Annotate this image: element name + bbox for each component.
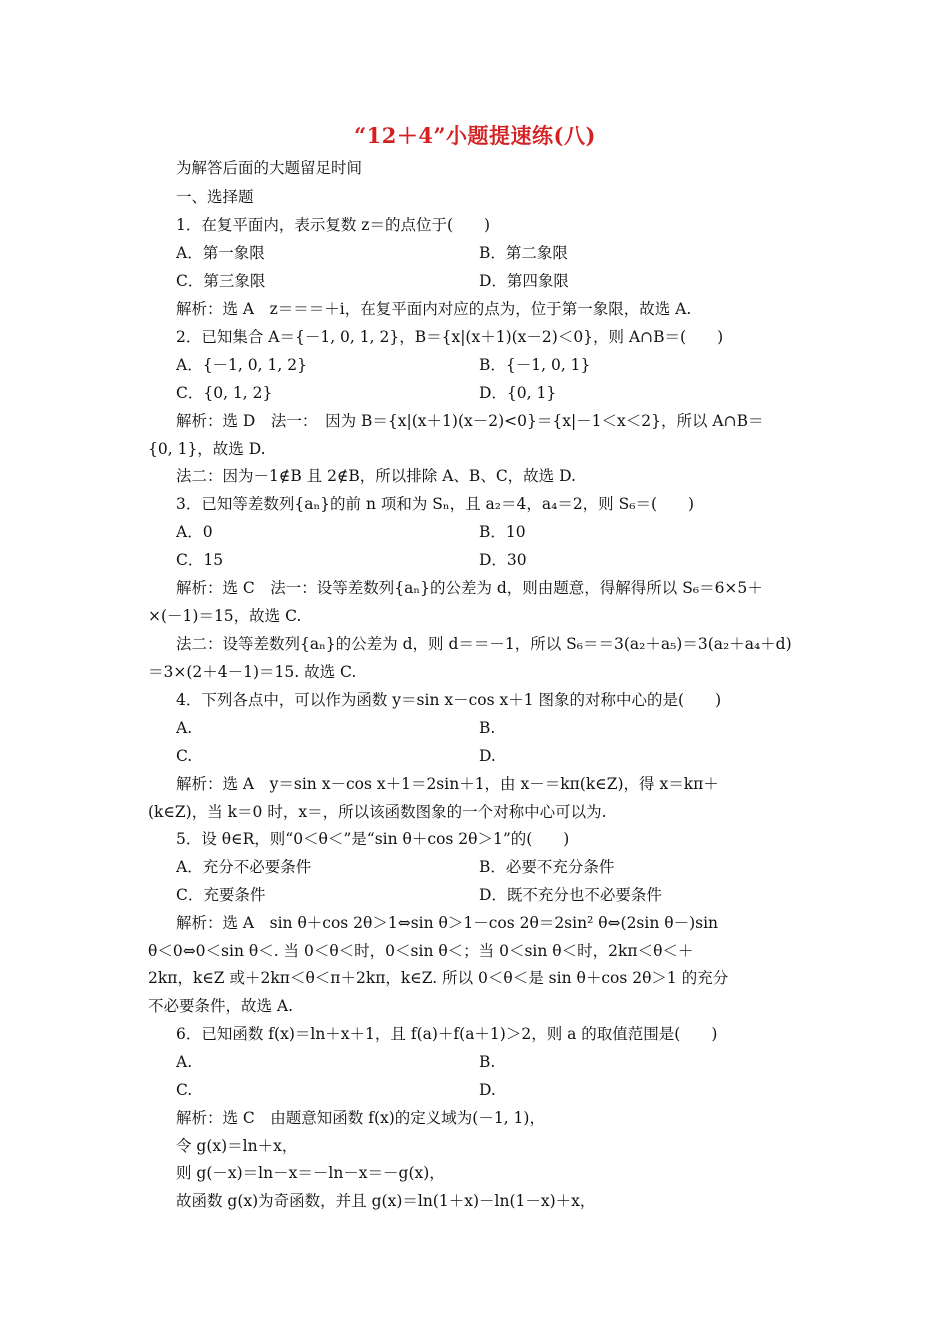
solution-line: 令 g(x)＝ln＋x，: [176, 1137, 298, 1155]
question-6: 6．已知函数 f(x)＝ln＋x＋1，且 f(a)＋f(a＋1)＞2，则 a 的取值范围是( ): [176, 1025, 718, 1043]
solution-line: 故函数 g(x)为奇函数，并且 g(x)＝ln(1＋x)－ln(1－x)＋x，: [176, 1192, 596, 1210]
option-b: B．第二象限: [479, 244, 568, 262]
option-b: B．{－1, 0, 1}: [479, 356, 591, 374]
question-5: 5．设 θ∈R，则“0＜θ＜”是“sin θ＋cos 2θ＞1”的( ): [176, 830, 570, 848]
option-a: A．0: [176, 523, 213, 541]
option-d: D．第四象限: [479, 272, 569, 290]
solution-line: θ＜0⇔0＜sin θ＜. 当 0＜θ＜时，0＜sin θ＜；当 0＜sin θ＜时，2kπ＜θ＜＋: [148, 942, 694, 960]
solution-line: 解析：选 A y＝sin x－cos x＋1＝2sin＋1，由 x－＝kπ(k∈Z)，得 x＝kπ＋: [176, 775, 719, 793]
option-c: C．充要条件: [176, 886, 266, 904]
option-c: C.: [176, 747, 193, 765]
solution-line: ×(－1)＝15，故选 C.: [148, 607, 302, 625]
option-d: D.: [479, 747, 496, 765]
option-a: A.: [176, 719, 193, 737]
page-title: “12＋4”小题提速练(八): [354, 123, 596, 148]
option-b: B．必要不充分条件: [479, 858, 615, 876]
option-a: A．第一象限: [176, 244, 265, 262]
option-c: C．{0, 1, 2}: [176, 384, 273, 402]
solution-line: 解析：选 A z＝＝＝＋i，在复平面内对应的点为，位于第一象限，故选 A.: [176, 300, 692, 318]
solution-line: 则 g(－x)＝ln－x＝－ln－x＝－g(x)，: [176, 1164, 445, 1182]
option-c: C．15: [176, 551, 224, 569]
question-4: 4．下列各点中，可以作为函数 y＝sin x－cos x＋1 图象的对称中心的是( ): [176, 691, 722, 709]
question-2: 2．已知集合 A＝{－1, 0, 1, 2}，B＝{x|(x＋1)(x－2)＜0}，则 A∩B＝( ): [176, 328, 724, 346]
solution-line: 法二：因为－1∉B 且 2∉B，所以排除 A、B、C，故选 D.: [176, 467, 576, 485]
option-b: B.: [479, 1053, 496, 1071]
subtitle: 为解答后面的大题留足时间: [176, 159, 363, 177]
solution-line: 法二：设等差数列{aₙ}的公差为 d，则 d＝＝－1，所以 S₆＝＝3(a₂＋a₅)＝3(a₂＋a₄＋d): [176, 635, 792, 653]
solution-line: ＝3×(2＋4－1)＝15. 故选 C.: [148, 663, 357, 681]
solution-line: 2kπ，k∈Z 或＋2kπ＜θ＜π＋2kπ，k∈Z. 所以 0＜θ＜是 sin θ＋cos 2θ＞1 的充分: [148, 969, 729, 987]
solution-line: 解析：选 C 法一：设等差数列{aₙ}的公差为 d，则由题意，得解得所以 S₆＝6×5＋: [176, 579, 763, 597]
solution-line: 解析：选 C 由题意知函数 f(x)的定义域为(－1, 1)，: [176, 1109, 545, 1127]
option-d: D．{0, 1}: [479, 384, 557, 402]
option-d: D．既不充分也不必要条件: [479, 886, 662, 904]
question-1: 1．在复平面内，表示复数 z＝的点位于( ): [176, 216, 491, 234]
option-a: A．充分不必要条件: [176, 858, 312, 876]
option-d: D．30: [479, 551, 527, 569]
solution-line: {0, 1}，故选 D.: [148, 440, 266, 458]
option-a: A.: [176, 1053, 193, 1071]
solution-line: 不必要条件，故选 A.: [148, 997, 294, 1015]
solution-line: (k∈Z)，当 k＝0 时，x＝，所以该函数图象的一个对称中心可以为.: [148, 803, 607, 821]
section-heading: 一、选择题: [176, 188, 254, 206]
question-3: 3．已知等差数列{aₙ}的前 n 项和为 Sₙ，且 a₂＝4，a₄＝2，则 S₆＝( ): [176, 495, 695, 513]
option-b: B．10: [479, 523, 526, 541]
solution-line: 解析：选 A sin θ＋cos 2θ＞1⇔sin θ＞1－cos 2θ＝2sin² θ⇔(2sin θ－)sin: [176, 914, 719, 932]
option-c: C.: [176, 1081, 193, 1099]
solution-line: 解析：选 D 法一： 因为 B＝{x|(x＋1)(x－2)<0}＝{x|－1＜x＜2}，所以 A∩B＝: [176, 412, 764, 430]
option-c: C．第三象限: [176, 272, 266, 290]
option-d: D.: [479, 1081, 496, 1099]
option-a: A．{－1, 0, 1, 2}: [176, 356, 307, 374]
option-b: B.: [479, 719, 496, 737]
